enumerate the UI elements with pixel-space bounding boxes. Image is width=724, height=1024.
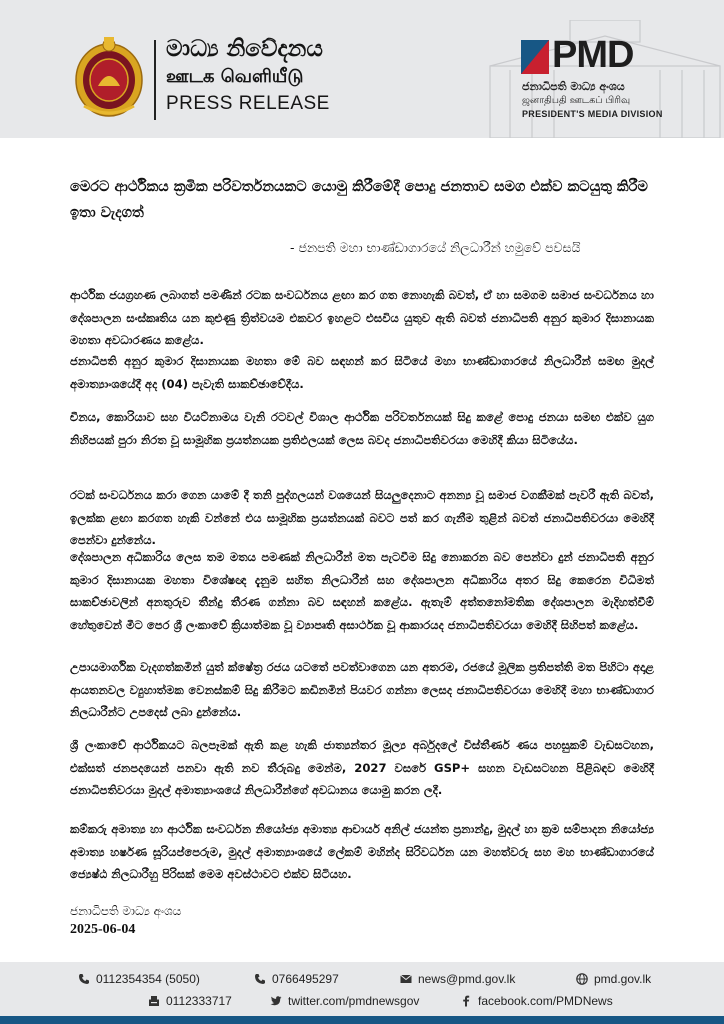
contact-website[interactable] <box>576 972 651 986</box>
fax-icon <box>148 995 160 1007</box>
national-emblem-icon <box>74 34 144 118</box>
contact-phone-mobile-text: 0766495297 <box>272 972 339 986</box>
contact-email[interactable] <box>400 972 515 986</box>
phone-icon <box>78 973 90 985</box>
article-byline: - ජනපති මහා භාණ්ඩාගාරයේ නිලධාරීන් හමුවේ පවසයි <box>290 240 581 255</box>
title-tamil: ஊடக வெளியீடு <box>166 66 304 87</box>
mobile-icon <box>254 973 266 985</box>
title-english: PRESS RELEASE <box>166 93 330 114</box>
article-paragraph-2: ජනාධිපති අනුර කුමාර දිසානායක මහතා මේ බව සඳහන් කර සිටියේ මහා භාණ්ඩාගාරයේ නිලධාරීන් සමඟ මුදල් අමාත්‍යාංශයේදී අද (04) පැවැති සාකච්ඡාවේදීය. <box>70 354 654 391</box>
press-release-header <box>0 0 724 138</box>
contact-phone-primary[interactable] <box>78 972 200 986</box>
article-paragraph-5: දේශපාලන අධිකාරිය ලෙස තම මතය පමණක් නිලධාරීන් මත පැටවීම සිදු නොකරන බව පෙන්වා දුන් ජනාධිපති අනුර කුමාර දිසානායක මහතා විශේෂඥ දැනුම සහිත නිලධාරීන් සහ දේශපාලන අධිකාරිය අතර සිදු කෙරෙන විධිමත් සාකච්ඡාවලින් අනතුරුව තීන්දු තීරණ ගන්නා බව සඳහන් කළේය. ඇතැම් අත්තනෝමතික දේශපාලන මැදිහත්වීම් හේතුවෙන් මීට පෙර ශ්‍රී ලංකාවේ ක්‍රියාත්මක වූ ව්‍යාපෘති අසාර්ථක වූ ආකාරයද ජනාධිපතිවරයා මෙහිදී සිහිපත් කළේය. <box>70 550 654 632</box>
article-paragraph-8: කම්කරු අමාත්‍ය හා ආර්ථික සංවර්ධන නියෝජ්‍ය අමාත්‍ය ආචාර්ය අනිල් ජයන්ත ප්‍රනාන්දු, මුදල් හා ක්‍රම සම්පාදන නියෝජ්‍ය අමාත්‍ය හර්ෂණ සූරියප්පෙරුම, මුදල් අමාත්‍යාංශයේ ලේකම් මහින්ද සිරිවර්ධන යන මහත්වරු සහ මහ භාණ්ඩාගාරයේ ජ්‍යෙෂ්ඨ නිලධාරීහු පිරිසක් මෙම අවස්ථාවට එක්ව සිටියහ. <box>70 822 654 881</box>
contact-fax-text: 0112333717 <box>166 994 232 1008</box>
contact-phone-primary-text: 0112354354 (5050) <box>96 972 200 986</box>
article-paragraph-1: ආර්ථික ජයග්‍රහණ ලබාගත් පමණින් රටක සංවර්ධනය ළඟා කර ගත නොහැකි බවත්, ඒ හා සමගම සමාජ සංවර්ධනය හා දේශපාලන සංස්කෘතිය යන කුළුණු ත්‍රිත්වයම එකවර ඉහළට එසවිය යුතුව ඇති බවත් ජනාධිපති අනුර කුමාර දිසානායක මහතා අවධාරණය කළේය. <box>70 288 654 347</box>
release-date: 2025-06-04 <box>70 922 136 937</box>
pmd-name-sinhala: ජනාධිපති මාධ්‍ය අංශය <box>522 80 625 93</box>
facebook-icon <box>460 995 472 1007</box>
footer-accent-bar <box>0 1016 724 1024</box>
pmd-name-tamil: ஜனாதிபதி ஊடகப் பிரிவு <box>522 95 631 106</box>
pmd-logo-icon <box>521 40 549 74</box>
signature-organization: ජනාධිපති මාධ්‍ය අංශය <box>70 904 182 918</box>
contact-fax[interactable] <box>148 994 232 1008</box>
pmd-logo-text: PMD <box>552 34 634 76</box>
article-headline: මෙරට ආර්ථිකය ක්‍රමික පරිවර්තනයකට යොමු කිරීමේදී පොදු ජනතාව සමග එක්ව කටයුතු කිරීම ඉතා වැදගත් <box>70 179 648 221</box>
twitter-icon <box>270 995 282 1007</box>
contact-twitter[interactable] <box>270 994 419 1008</box>
contact-website-text: pmd.gov.lk <box>594 972 652 986</box>
article-paragraph-3: චීනය, කොරියාව සහ වියට්නාමය වැනි රටවල් විශාල ආර්ථික පරිවර්තනයක් සිදු කළේ පොදු ජනයා සමඟ එක්ව යුග නිහිපයක් පුරා නිරත වූ සාමූහික ප්‍රයත්නයක ප්‍රතිඵලයක් ලෙස බවද ජනාධිපතිවරයා මෙහිදී කියා සිටියේය. <box>70 410 654 447</box>
article-paragraph-4: රටක් සංවර්ධනය කරා ගෙන යාමේ දී තනි පුද්ගලයන් වශයෙන් සියලුදෙනාට අනන්‍ය වූ සමාජ වගකීමක් පැවරී ඇති බවත්, ඉලක්ක ළඟා කරගත හැකි වන්නේ එය සාමූහික ප්‍රයත්නයක් බවට පත් කර ගැනීම තුළින් බවත් ජනාධිපතිවරයා මෙහිදී පෙන්වා දුන්නේය. <box>70 488 654 547</box>
contact-phone-mobile[interactable] <box>254 972 339 986</box>
article-paragraph-6: උපායමාර්ගික වැදගත්කමින් යුත් ක්ෂේත්‍ර රජය යටතේ පවත්වාගෙන යන අතරම, රජයේ මූලික ප්‍රතිපත්ති මත පිහිටා අදාළ ආයතනවල ව්‍යුහාත්මක වෙනස්කම් සිදු කිරීමට කඩිනමින් පියවර ගන්නා ලෙසද ජනාධිපතිවරයා මෙහිදී මහා භාණ්ඩාගාර නිලධාරීන්ට උපදෙස් ලබා දුන්නේය. <box>70 660 654 719</box>
contact-twitter-text: twitter.com/pmdnewsgov <box>288 994 420 1008</box>
article-paragraph-7: ශ්‍රී ලංකාවේ ආර්ථිකයට බලපෑමක් ඇති කළ හැකි ජාත්‍යන්තර මූල්‍ය අර්බුදලේ විස්තීර්ණ ණය පහසුකම් වැඩසටහන, එක්සත් ජනපදයෙන් පනවා ඇති නව තීරුබදු මෙන්ම, 2027 වසරේ GSP+ සහන වැඩසටහන පිළිබඳව මෙහිදී ජනාධිපතිවරයා මුදල් අමාත්‍යාංශයේ නිලධාරීන්ගේ අවධානය යොමු කරන ලදී. <box>70 738 654 797</box>
contact-facebook[interactable] <box>460 994 613 1008</box>
header-divider <box>154 40 156 120</box>
pmd-name-english: PRESIDENT'S MEDIA DIVISION <box>522 109 663 119</box>
title-sinhala: මාධ්‍ය නිවේදනය <box>166 36 323 62</box>
contact-facebook-text: facebook.com/PMDNews <box>478 994 613 1008</box>
globe-icon <box>576 973 588 985</box>
contact-email-text: news@pmd.gov.lk <box>418 972 516 986</box>
email-icon <box>400 973 412 985</box>
contact-footer <box>0 962 724 1016</box>
